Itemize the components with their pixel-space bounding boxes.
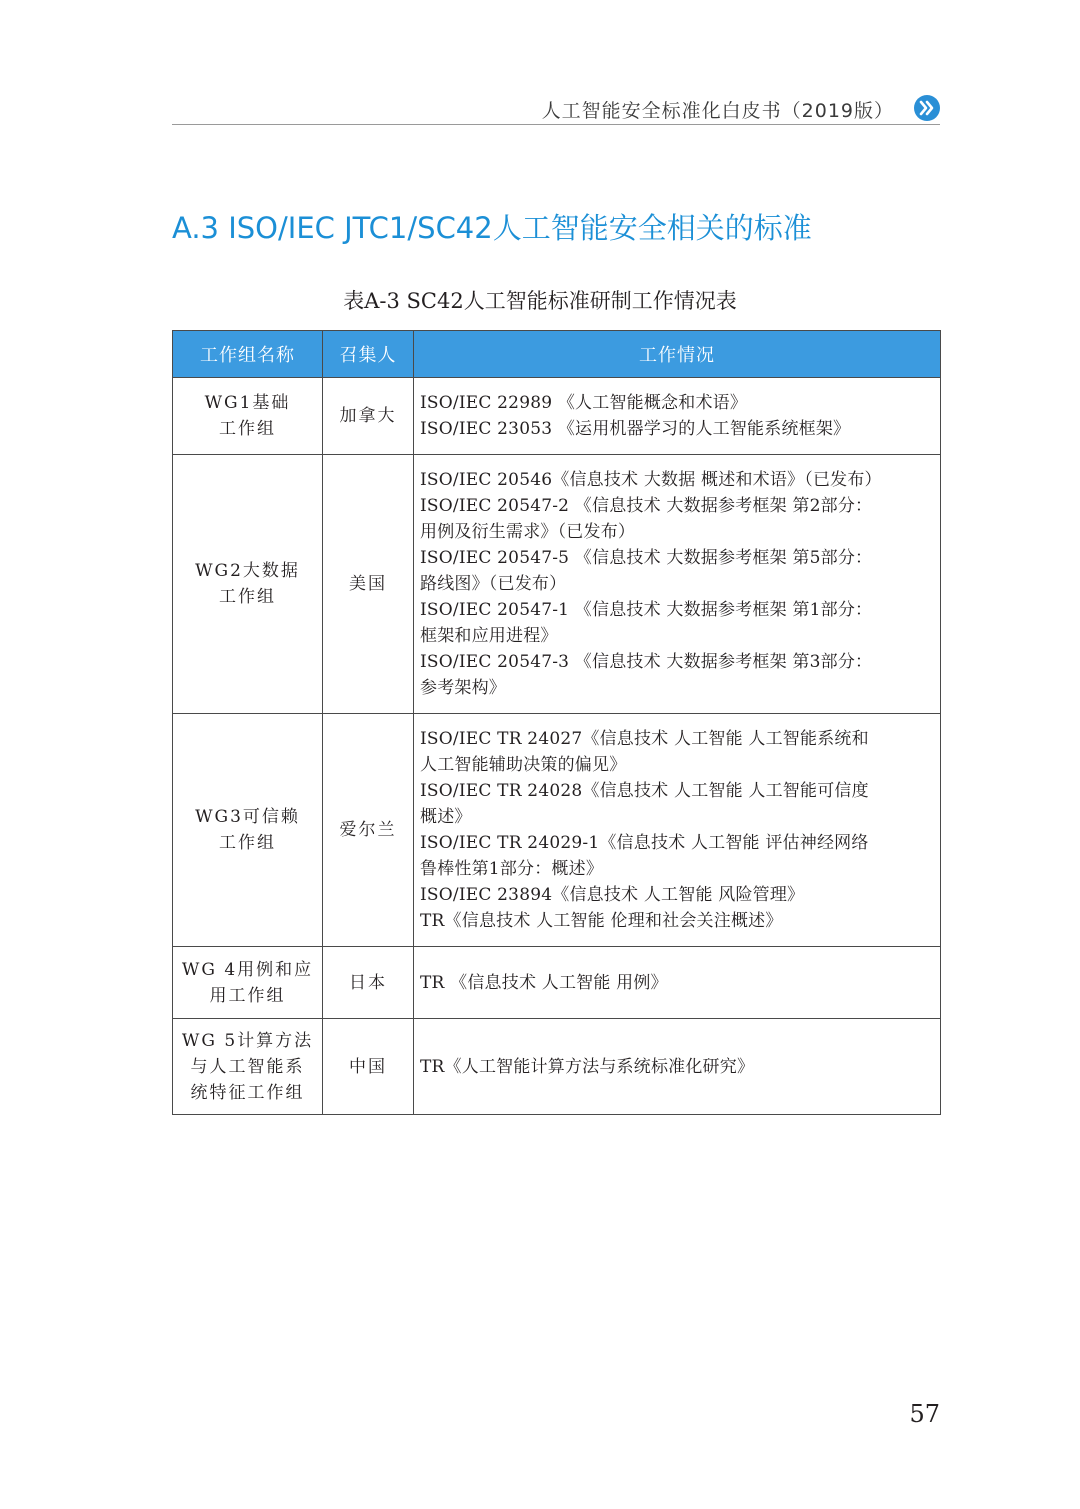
work-status-line: ISO/IEC 20546《信息技术 大数据 概述和术语》（已发布） [420,470,882,490]
convener-cell: 日本 [323,947,414,1019]
work-status-line: ISO/IEC 23894《信息技术 人工智能 风险管理》 [420,885,805,905]
work-status-line: ISO/IEC 22989 《人工智能概念和术语》 [420,393,748,413]
work-status-line: ISO/IEC TR 24028《信息技术 人工智能 人工智能可信度 [420,781,869,801]
table-row [173,947,941,1019]
standards-table [172,330,941,1115]
convener-cell: 爱尔兰 [323,714,414,947]
work-status-cell [414,1019,941,1115]
work-status-line: TR《人工智能计算方法与系统标准化研究》 [420,1056,755,1077]
group-name-line: 工作组 [219,833,276,853]
group-name-line: 统特征工作组 [190,1082,305,1103]
group-name-line: WG3可信赖 [195,807,300,827]
work-status-line: ISO/IEC 23053 《运用机器学习的人工智能系统框架》 [420,419,851,439]
group-name-line: WG2大数据 [195,561,300,581]
column-header-work: 工作情况 [414,331,941,378]
group-name-line: 与人工智能系 [190,1056,305,1077]
work-status-line: 路线图》（已发布） [420,574,567,594]
work-status-cell [414,947,941,1019]
double-chevron-right-icon [914,95,940,121]
table-row [173,714,941,947]
work-status-line: ISO/IEC TR 24027《信息技术 人工智能 人工智能系统和 [420,729,869,749]
group-name-cell [173,455,323,714]
group-name-cell [173,1019,323,1115]
work-status-line: 人工智能辅助决策的偏见》 [420,755,627,775]
page-number: 57 [909,1400,940,1428]
group-name-cell [173,378,323,455]
work-status-line: TR 《信息技术 人工智能 用例》 [420,972,668,993]
work-status-line: 参考架构》 [420,678,506,698]
work-status-line: ISO/IEC 20547-1 《信息技术 大数据参考框架 第1部分： [420,600,873,620]
work-status-line: TR《信息技术 人工智能 伦理和社会关注概述》 [420,911,783,931]
work-status-line: ISO/IEC 20547-2 《信息技术 大数据参考框架 第2部分： [420,496,873,516]
group-name-line: WG 4用例和应 [181,959,314,980]
section-title: A.3 ISO/IEC JTC1/SC42人工智能安全相关的标准 [172,211,812,245]
convener-cell: 加拿大 [323,378,414,455]
table-row [173,455,941,714]
work-status-cell [414,714,941,947]
work-status-line: ISO/IEC 20547-3 《信息技术 大数据参考框架 第3部分： [420,652,873,672]
running-header [172,92,940,125]
group-name-line: 工作组 [219,587,276,607]
work-status-line: 鲁棒性第1部分：概述》 [420,859,604,879]
running-header-title: 人工智能安全标准化白皮书（2019版） [541,100,894,122]
work-status-line: ISO/IEC TR 24029-1《信息技术 人工智能 评估神经网络 [420,833,869,853]
work-status-line: 框架和应用进程》 [420,626,558,646]
work-status-cell [414,378,941,455]
convener-cell: 美国 [323,455,414,714]
table-header-row [173,331,941,378]
table-row [173,378,941,455]
group-name-line: WG 5计算方法 [181,1030,314,1051]
group-name-line: 用工作组 [209,985,286,1006]
table-row [173,1019,941,1115]
work-status-cell [414,455,941,714]
group-name-cell [173,714,323,947]
group-name-line: WG1基础 [204,393,291,413]
convener-cell: 中国 [323,1019,414,1115]
table-caption: 表A-3 SC42人工智能标准研制工作情况表 [343,289,737,313]
group-name-cell [173,947,323,1019]
column-header-group: 工作组名称 [173,331,323,378]
work-status-line: ISO/IEC 20547-5 《信息技术 大数据参考框架 第5部分： [420,548,873,568]
work-status-line: 用例及衍生需求》（已发布） [420,522,636,542]
work-status-line: 概述》 [420,807,472,827]
group-name-line: 工作组 [219,419,276,439]
column-header-convener: 召集人 [323,331,414,378]
